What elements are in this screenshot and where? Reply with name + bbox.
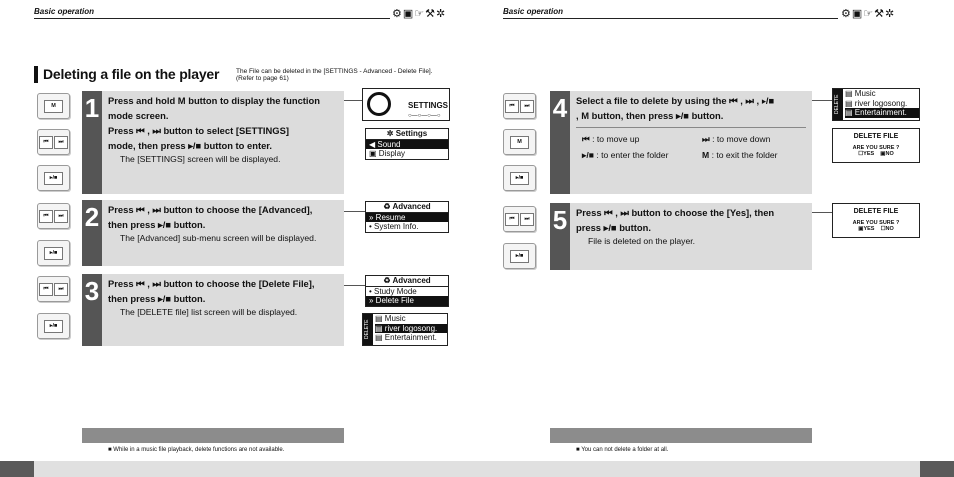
step-1-box bbox=[102, 91, 344, 194]
step-2-line1: Press ⏮ , ⏭ button to choose the [Advanced], bbox=[108, 204, 313, 215]
confirm-title-1: DELETE FILE bbox=[853, 133, 899, 140]
prev-next-button-2[interactable] bbox=[37, 203, 70, 229]
left-header-label: Basic operation bbox=[34, 7, 95, 16]
advanced-title-1: ♻ Advanced bbox=[366, 202, 448, 213]
delete-list-item-music-label: Music bbox=[384, 314, 406, 323]
step-4-number: 4 bbox=[550, 91, 570, 194]
legend-down-sym: ⏭ bbox=[702, 134, 710, 144]
step-3-connector bbox=[344, 285, 365, 286]
delete-confirm-screen-1 bbox=[832, 128, 920, 163]
step-1-line2: mode screen. bbox=[108, 110, 169, 121]
advanced-item-system-info-label: System Info. bbox=[374, 222, 419, 231]
delete-list-item-river-r: ▤ river logosong. bbox=[845, 98, 908, 108]
advanced-title-1-text: Advanced bbox=[392, 202, 431, 211]
play-key: ▸/■ bbox=[44, 247, 63, 260]
delete-list-item-music-r: ▤ Music bbox=[845, 89, 876, 98]
prev-next-button-3[interactable] bbox=[37, 276, 70, 302]
step-1-number: 1 bbox=[82, 91, 102, 194]
step-2-sub: The [Advanced] sub-menu screen will be displayed. bbox=[120, 233, 317, 243]
right-note: ■ You can not delete a folder at all. bbox=[576, 447, 669, 453]
step-1-line4: mode, then press ▸/■ button to enter. bbox=[108, 140, 273, 151]
step-1-sub: The [SETTINGS] screen will be displayed. bbox=[120, 154, 281, 164]
advanced-item-delete-file-label: Delete File bbox=[375, 296, 414, 305]
step-5-number: 5 bbox=[550, 203, 570, 270]
delete-list-item-music: ▤ Music bbox=[375, 314, 406, 323]
delete-list-item-music-r-label: Music bbox=[854, 89, 876, 98]
right-header-label: Basic operation bbox=[503, 7, 564, 16]
settings-item-sound: ◀ Sound bbox=[366, 140, 448, 150]
section-marker bbox=[34, 66, 38, 83]
next-key: ⏭ bbox=[54, 210, 68, 223]
confirm-question-2: ARE YOU SURE ? bbox=[852, 219, 900, 226]
step-2-line2: then press ▸/■ button. bbox=[108, 219, 206, 230]
prev-next-button-4[interactable] bbox=[503, 93, 536, 119]
delete-side-tab-right: DELETE bbox=[833, 89, 843, 120]
confirm-yes-2: YES bbox=[863, 225, 875, 232]
delete-list-item-entertainment-r-label: Entertainment. bbox=[854, 108, 907, 117]
section-title: Deleting a file on the player bbox=[43, 66, 220, 82]
step-1-connector bbox=[344, 100, 362, 101]
gear-icon bbox=[367, 92, 391, 116]
settings-menu-title-text: Settings bbox=[395, 129, 428, 138]
left-footer-band bbox=[0, 461, 477, 477]
step-5-line2: press ▸/■ button. bbox=[576, 222, 651, 233]
right-note-text: You can not delete a folder at all. bbox=[581, 447, 669, 453]
legend-exit-text: : to exit the folder bbox=[711, 150, 778, 160]
left-header-rule bbox=[34, 18, 304, 19]
step-5-line1: Press ⏮ , ⏭ button to choose the [Yes], then bbox=[576, 207, 775, 218]
confirm-no-1: NO bbox=[885, 150, 894, 157]
prev-key: ⏮ bbox=[39, 210, 53, 223]
advanced-item-resume-label: Resume bbox=[375, 212, 406, 222]
step-4-line2: , M button, then press ▸/■ button. bbox=[576, 110, 724, 121]
settings-menu-screen bbox=[365, 128, 449, 160]
left-note: ■ While in a music file playback, delete functions are not available. bbox=[108, 447, 285, 453]
legend-up bbox=[582, 133, 702, 145]
left-footer-corner bbox=[0, 461, 34, 477]
left-note-text: While in a music file playback, delete functions are not available. bbox=[113, 447, 285, 453]
delete-list-item-river-label: river logosong. bbox=[384, 323, 438, 333]
next-key: ⏭ bbox=[54, 283, 68, 296]
delete-list-item-entertainment-label: Entertainment. bbox=[384, 333, 437, 342]
confirm-yes-1: YES bbox=[863, 150, 875, 157]
delete-list-item-river-r-label: river logosong. bbox=[854, 98, 908, 108]
legend-enter bbox=[582, 149, 702, 161]
legend-enter-sym: ▸/■ bbox=[582, 150, 594, 160]
legend-down bbox=[702, 133, 812, 145]
delete-list-screen-left bbox=[362, 313, 448, 346]
play-stop-button-5[interactable] bbox=[503, 243, 536, 269]
advanced-menu-screen-2 bbox=[365, 275, 449, 307]
advanced-title-2-text: Advanced bbox=[392, 276, 431, 285]
slider-dots: ○—○—○—○ bbox=[408, 113, 441, 119]
legend-up-text: : to move up bbox=[592, 134, 640, 144]
confirm-question-1: ARE YOU SURE ? bbox=[852, 144, 900, 151]
step-4-box bbox=[570, 91, 812, 194]
step-4-line1: Select a file to delete by using the ⏮ , ⏭ , ▸/■ bbox=[576, 95, 775, 106]
section-note bbox=[236, 68, 433, 82]
m-button[interactable] bbox=[37, 93, 70, 119]
advanced-item-system-info: • System Info. bbox=[369, 222, 419, 231]
settings-big-label: SETTINGS bbox=[408, 101, 449, 110]
step-3-sub: The [DELETE file] list screen will be displayed. bbox=[120, 307, 298, 317]
settings-screen-big bbox=[362, 88, 450, 121]
play-stop-button[interactable] bbox=[37, 165, 70, 191]
prev-next-button-5[interactable] bbox=[503, 206, 536, 232]
right-note-bar bbox=[550, 428, 812, 443]
next-key: ⏭ bbox=[54, 136, 68, 149]
advanced-item-resume: » Resume bbox=[366, 213, 448, 223]
settings-menu-title: ✲ Settings bbox=[366, 129, 448, 140]
m-key: M bbox=[44, 100, 63, 113]
confirm-options-2: ▣YES ☐NO bbox=[858, 225, 894, 232]
step-5-sub: File is deleted on the player. bbox=[588, 236, 696, 246]
confirm-options-1: ☐YES ▣NO bbox=[858, 150, 894, 157]
prev-key: ⏮ bbox=[505, 100, 519, 113]
m-button-4[interactable] bbox=[503, 129, 536, 155]
section-note-line1: The File can be deleted in the [SETTINGS - Advanced - Delete File]. bbox=[236, 68, 433, 75]
confirm-no-2: NO bbox=[885, 225, 894, 232]
delete-list-item-entertainment: ▤ Entertainment. bbox=[375, 333, 437, 342]
left-note-bar bbox=[82, 428, 344, 443]
step-3-line2: then press ▸/■ button. bbox=[108, 293, 206, 304]
step-3-line1: Press ⏮ , ⏭ button to choose the [Delete File], bbox=[108, 278, 315, 289]
next-key: ⏭ bbox=[520, 100, 534, 113]
step-5-box bbox=[570, 203, 812, 270]
play-stop-button-2[interactable] bbox=[37, 240, 70, 266]
header-icons-right: ⚙︎▣☞⚒✲ bbox=[841, 8, 896, 20]
step-2-connector bbox=[344, 211, 365, 212]
advanced-title-2: ♻ Advanced bbox=[366, 276, 448, 287]
advanced-item-study-mode-label: Study Mode bbox=[374, 286, 417, 296]
prev-key: ⏮ bbox=[39, 136, 53, 149]
header-icons: ⚙︎▣☞⚒✲ bbox=[392, 8, 447, 20]
delete-side-tab: DELETE bbox=[363, 314, 373, 345]
delete-confirm-screen-2 bbox=[832, 203, 920, 238]
step-1-line1: Press and hold M button to display the function bbox=[108, 95, 320, 106]
section-note-line2: (Refer to page 61) bbox=[236, 75, 289, 82]
confirm-title-2: DELETE FILE bbox=[853, 208, 899, 215]
play-key: ▸/■ bbox=[44, 172, 63, 185]
step-4-legend bbox=[582, 133, 812, 161]
step-5-connector bbox=[812, 212, 832, 213]
delete-list-screen-right bbox=[832, 88, 920, 121]
prev-key: ⏮ bbox=[39, 283, 53, 296]
m-key: M bbox=[510, 136, 529, 149]
prev-next-button[interactable] bbox=[37, 129, 70, 155]
advanced-menu-screen-1 bbox=[365, 201, 449, 233]
legend-down-text: : to move down bbox=[712, 134, 771, 144]
legend-enter-text: : to enter the folder bbox=[596, 150, 669, 160]
next-key: ⏭ bbox=[520, 213, 534, 226]
advanced-item-delete-file: » Delete File bbox=[366, 296, 448, 306]
legend-up-sym: ⏮ bbox=[582, 134, 590, 144]
right-footer-corner bbox=[920, 461, 954, 477]
settings-item-display: ▣ Display bbox=[369, 149, 406, 158]
step-3-number: 3 bbox=[82, 274, 102, 346]
play-key: ▸/■ bbox=[510, 250, 529, 263]
play-key: ▸/■ bbox=[510, 172, 529, 185]
right-footer-band bbox=[477, 461, 954, 477]
delete-list-item-entertainment-r: ▤ Entertainment. bbox=[845, 108, 919, 118]
step-3-box bbox=[102, 274, 344, 346]
step-4-divider bbox=[576, 127, 806, 128]
step-2-number: 2 bbox=[82, 200, 102, 266]
play-key: ▸/■ bbox=[44, 320, 63, 333]
step-2-box bbox=[102, 200, 344, 266]
legend-exit bbox=[702, 149, 812, 161]
play-stop-button-4[interactable] bbox=[503, 165, 536, 191]
play-stop-button-3[interactable] bbox=[37, 313, 70, 339]
settings-item-display-label: Display bbox=[378, 149, 406, 158]
settings-item-sound-label: Sound bbox=[377, 139, 401, 149]
prev-key: ⏮ bbox=[505, 213, 519, 226]
step-4-connector bbox=[812, 100, 832, 101]
right-header-rule bbox=[503, 18, 838, 19]
delete-list-item-river: ▤ river logosong. bbox=[375, 324, 447, 334]
legend-exit-sym: M bbox=[702, 150, 710, 160]
left-header-rule-right bbox=[300, 18, 390, 19]
advanced-item-study-mode: • Study Mode bbox=[369, 286, 417, 296]
step-1-line3: Press ⏮ , ⏭ button to select [SETTINGS] bbox=[108, 125, 289, 136]
